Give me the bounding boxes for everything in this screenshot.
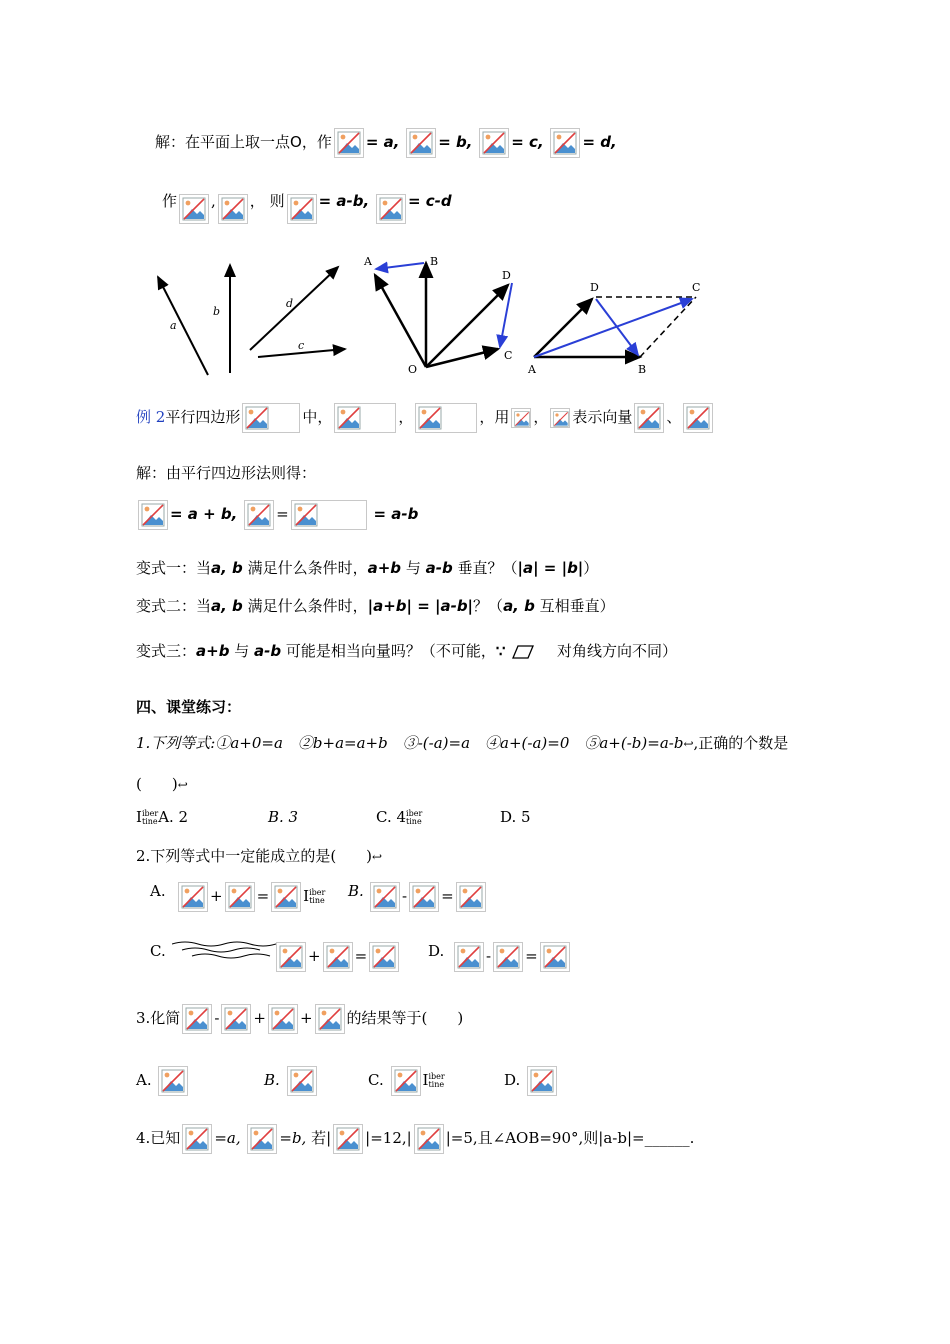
- label-D2: D: [590, 281, 599, 294]
- question-text: 1.下列等式:①a+0=a ②b+a=a+b ③-(-a)=a ④a+(-a)=0 ⑤a+(-b)=a-b: [136, 734, 684, 752]
- parallelogram-icon: [512, 645, 534, 659]
- line-text: 变式一：当: [136, 559, 212, 577]
- expr-d: [452, 942, 572, 972]
- eq-text: = d,: [582, 133, 617, 151]
- line-text: 解：在平面上取一点: [155, 133, 291, 151]
- return-arrow-icon: ↩: [683, 737, 694, 751]
- line-text: 变式三：: [136, 642, 197, 660]
- vector-od: [426, 285, 508, 367]
- answer-blank[interactable]: ______.: [644, 1129, 695, 1147]
- image-placeholder-icon: [323, 942, 353, 972]
- image-placeholder-icon: [456, 882, 486, 912]
- image-placeholder-icon: [178, 882, 208, 912]
- question-4: [136, 1124, 694, 1154]
- question-text: ( ): [136, 775, 178, 793]
- eq-text: = a + b,: [170, 505, 238, 523]
- option-d[interactable]: D.: [428, 942, 445, 960]
- line-text: 变式二：当: [136, 597, 212, 615]
- operator: +: [299, 1009, 313, 1027]
- option-d[interactable]: [504, 1066, 559, 1096]
- eq-text: a-b: [254, 642, 282, 660]
- question-1-paren: [136, 773, 188, 794]
- eq-text: a+b: [367, 559, 402, 577]
- line-text: 作: [162, 192, 178, 210]
- image-placeholder-icon: [218, 194, 248, 224]
- point-o: O: [290, 133, 302, 151]
- vector-db: [596, 299, 638, 355]
- image-placeholder-icon: [683, 403, 713, 433]
- variant-1: [136, 557, 598, 578]
- line-text: 平行四边形: [165, 408, 241, 426]
- image-placeholder-icon: [182, 1124, 212, 1154]
- image-placeholder-icon: [242, 403, 300, 433]
- image-placeholder-icon: [291, 500, 367, 530]
- question-text: 3.化简: [136, 1009, 181, 1027]
- label-a: a: [170, 319, 177, 332]
- expr-b: [368, 882, 488, 912]
- solution-title: 解：由平行四边形法则得：: [136, 464, 317, 482]
- image-placeholder-icon: [333, 1124, 363, 1154]
- eq-text: |a| = |b|: [517, 559, 584, 577]
- label-C2: C: [692, 281, 701, 294]
- line-text: 则: [269, 192, 285, 210]
- solution-line-1: [155, 128, 617, 158]
- line-text: ,: [211, 192, 216, 210]
- option-b[interactable]: B. 3: [268, 808, 299, 826]
- image-placeholder-icon: [138, 500, 168, 530]
- option-text: B.: [264, 1071, 280, 1089]
- image-placeholder-icon: [527, 1066, 557, 1096]
- line-text: 满足什么条件时，: [247, 559, 368, 577]
- variant-2: [136, 595, 615, 616]
- question-text: |=12,|: [365, 1129, 412, 1147]
- label-O: O: [408, 363, 418, 376]
- label-b: b: [213, 305, 221, 318]
- image-placeholder-icon: [271, 882, 301, 912]
- variant-3: [136, 640, 677, 661]
- line-text: 可能是相当向量吗？（不可能，: [285, 642, 496, 660]
- label-D: D: [502, 269, 511, 282]
- eq-text: a, b: [211, 597, 243, 615]
- question-2-row-2: [150, 942, 650, 965]
- question-text: ,正确的个数是: [693, 734, 789, 752]
- example-label: 例 2: [136, 408, 166, 426]
- question-text: 的结果等于( ): [346, 1009, 464, 1027]
- image-placeholder-icon: [511, 408, 531, 428]
- image-placeholder-icon: [225, 882, 255, 912]
- eq-text: = c,: [511, 133, 544, 151]
- option-text: C. 4: [376, 808, 407, 826]
- operator: -: [214, 1009, 220, 1027]
- image-placeholder-icon: [268, 1004, 298, 1034]
- line-text: 与: [234, 642, 250, 660]
- eq-text: = a,: [365, 133, 400, 151]
- line-text: 中，: [302, 408, 333, 426]
- line-text: 垂直？（: [457, 559, 518, 577]
- image-placeholder-icon: [158, 1066, 188, 1096]
- option-text: A.: [136, 1071, 152, 1089]
- image-placeholder-icon: [182, 1004, 212, 1034]
- vector-ba: [376, 263, 424, 269]
- option-b[interactable]: [264, 1066, 319, 1096]
- image-placeholder-icon: [550, 128, 580, 158]
- image-placeholder-icon: [376, 194, 406, 224]
- image-placeholder-icon: [550, 408, 570, 428]
- question-text: =b,: [279, 1129, 307, 1147]
- image-placeholder-icon: [493, 942, 523, 972]
- vector-a: [158, 277, 208, 375]
- operator: -: [486, 947, 492, 965]
- question-text: |=5,且∠AOB=90°: [445, 1129, 579, 1147]
- operator: +: [253, 1009, 266, 1027]
- option-c[interactable]: C. Iiber tine: [368, 1066, 445, 1096]
- eq-text: = a-b,: [318, 192, 370, 210]
- eq-text: = b,: [438, 133, 473, 151]
- solution-equations: [136, 500, 418, 530]
- label-B: B: [430, 255, 439, 268]
- expr-a: + = Iiber tine: [176, 882, 325, 912]
- image-placeholder-icon: [179, 194, 209, 224]
- vector-ac: [534, 299, 692, 357]
- vector-oc: [426, 349, 498, 367]
- eq-text: a-b: [425, 559, 453, 577]
- line-text: ，: [249, 192, 265, 210]
- section-title: 四、课堂练习：: [136, 698, 242, 716]
- operator: =: [354, 947, 368, 965]
- line-text: ，: [398, 408, 414, 426]
- label-A: A: [364, 255, 372, 268]
- example-2: [136, 403, 715, 433]
- solution-line-2: [162, 190, 452, 224]
- line-text: 互相垂直）: [539, 597, 615, 615]
- question-1: [136, 732, 788, 753]
- option-text: A. 2: [158, 808, 189, 826]
- question-2-row-1: [150, 882, 650, 905]
- image-placeholder-icon: [634, 403, 664, 433]
- image-placeholder-icon: [287, 1066, 317, 1096]
- image-placeholder-icon: [406, 128, 436, 158]
- image-placeholder-icon: [369, 942, 399, 972]
- vector-ad: [534, 299, 592, 357]
- line-text: ）: [583, 559, 599, 577]
- label-c: c: [298, 339, 305, 352]
- eq-text: =: [276, 505, 289, 523]
- label-d: d: [286, 297, 294, 310]
- image-placeholder-icon: [334, 128, 364, 158]
- operator: +: [308, 947, 321, 965]
- operator: =: [525, 947, 538, 965]
- eq-text: a, b: [503, 597, 535, 615]
- option-b[interactable]: B.: [348, 882, 364, 900]
- label-B2: B: [638, 363, 647, 376]
- eq-text: |a+b| = |a-b|: [367, 597, 474, 615]
- image-placeholder-icon: [334, 403, 396, 433]
- option-text: D.: [504, 1071, 521, 1089]
- label-C: C: [504, 349, 513, 362]
- option-a[interactable]: Iiber tineA. 2: [136, 808, 189, 826]
- vector-d: [250, 267, 338, 350]
- question-text: 2.下列等式中一定能成立的是( ): [136, 847, 373, 865]
- line-text: 、: [666, 408, 682, 426]
- label-A2: A: [528, 363, 536, 376]
- line-text: ，作: [301, 133, 332, 151]
- image-placeholder-icon: [540, 942, 570, 972]
- line-text: 对角线方向不同）: [557, 642, 678, 660]
- image-placeholder-icon: [414, 1124, 444, 1154]
- image-placeholder-icon: [415, 403, 477, 433]
- image-placeholder-icon: [244, 500, 274, 530]
- image-placeholder-icon: [409, 882, 439, 912]
- question-text: ,则|a-b|=: [578, 1129, 645, 1147]
- line-text: ，用: [479, 408, 510, 426]
- option-c[interactable]: C.: [150, 942, 166, 960]
- line-text: ，: [533, 408, 549, 426]
- image-placeholder-icon: [479, 128, 509, 158]
- image-placeholder-icon: [221, 1004, 251, 1034]
- image-placeholder-icon: [391, 1066, 421, 1096]
- eq-text: a, b: [211, 559, 243, 577]
- operator: =: [256, 887, 270, 905]
- expr-c: [274, 942, 401, 972]
- eq-text: a+b: [196, 642, 230, 660]
- question-3: [136, 1004, 463, 1034]
- because-symbol: ∵: [495, 642, 506, 660]
- option-a[interactable]: A.: [150, 882, 166, 900]
- operator: +: [210, 887, 223, 905]
- operator: =: [441, 887, 454, 905]
- option-d[interactable]: D. 5: [500, 808, 531, 826]
- vector-oa: [375, 275, 426, 367]
- image-placeholder-icon: [287, 194, 317, 224]
- option-c[interactable]: C. 4iber tine: [376, 808, 423, 826]
- return-arrow-icon: ↩: [177, 778, 188, 792]
- question-2: [136, 845, 382, 866]
- line-text: 满足什么条件时，: [247, 597, 368, 615]
- eq-text: = a-b: [373, 505, 419, 523]
- wavy-line-icon: [172, 940, 276, 962]
- return-arrow-icon: ↩: [372, 850, 383, 864]
- option-text: C.: [368, 1071, 384, 1089]
- image-placeholder-icon: [454, 942, 484, 972]
- edge-bc: [640, 297, 696, 357]
- image-placeholder-icon: [247, 1124, 277, 1154]
- operator: -: [402, 887, 408, 905]
- option-a[interactable]: [136, 1066, 190, 1096]
- question-text: 4.已知: [136, 1129, 181, 1147]
- image-placeholder-icon: [370, 882, 400, 912]
- line-text: 与: [405, 559, 421, 577]
- vector-figure: [140, 245, 720, 385]
- eq-text: = c-d: [407, 192, 452, 210]
- question-text: 若|: [311, 1129, 332, 1147]
- image-placeholder-icon: [315, 1004, 345, 1034]
- image-placeholder-icon: [276, 942, 306, 972]
- question-text: =a,: [214, 1129, 241, 1147]
- line-text: 表示向量: [572, 408, 633, 426]
- line-text: ？（: [473, 597, 504, 615]
